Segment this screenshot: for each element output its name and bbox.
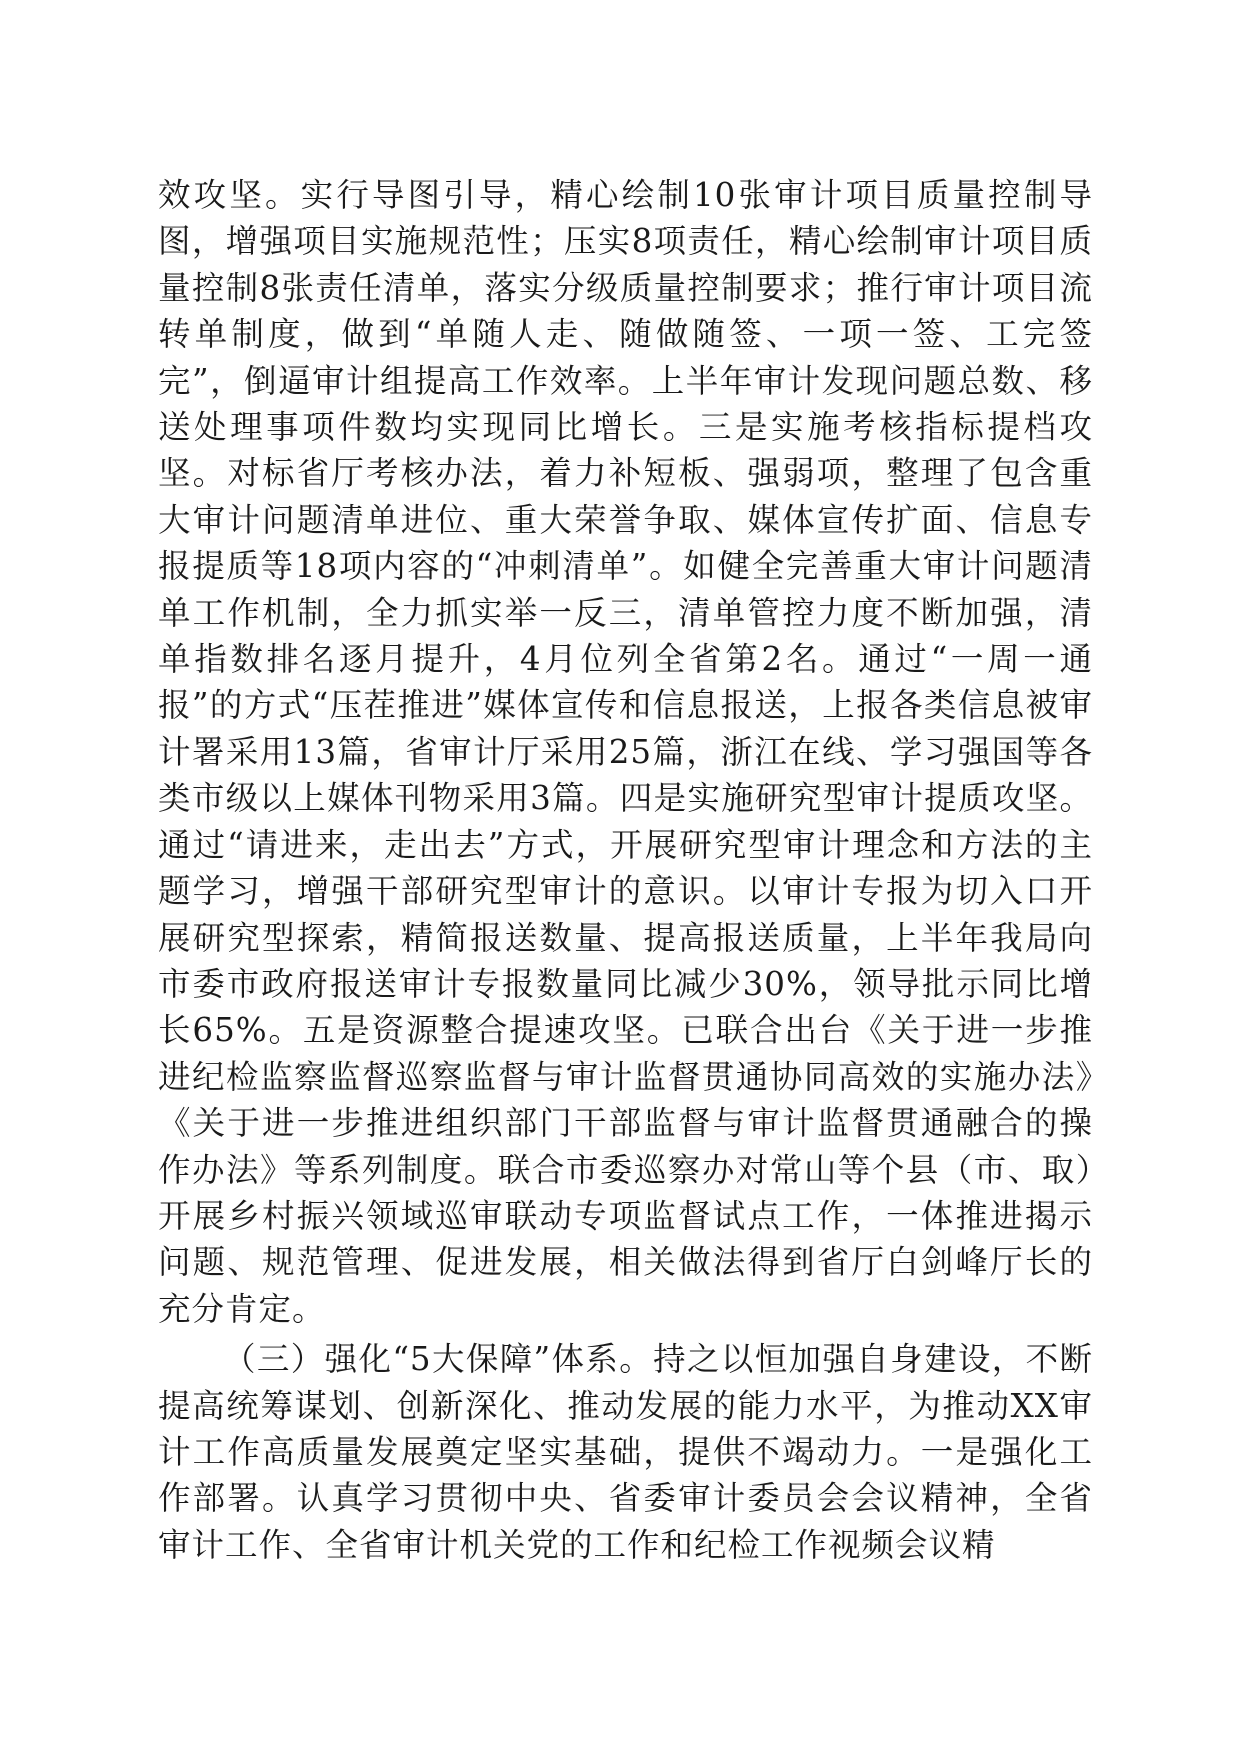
paragraph-section-three: （三）强化“5大保障”体系。持之以恒加强自身建设，不断提高统筹谋划、创新深化、推动发展的能力水平，为推动XX审计工作高质量发展奠定坚实基础，提供不竭动力。一是强化工作部署。认真学习贯彻中央、省委审计委员会会议精神，全省审计工作、全省审计机关党的工作和纪检工作视频会议精 bbox=[158, 1340, 1093, 1564]
paragraph-continuation: 效攻坚。实行导图引导，精心绘制10张审计项目质量控制导图，增强项目实施规范性；压实8项责任，精心绘制审计项目质量控制8张责任清单，落实分级质量控制要求；推行审计项目流转单制度，做到“单随人走、随做随签、一项一签、工完签完”，倒逼审计组提高工作效率。上半年审计发现问题总数、移送处理事项件数均实现同比增长。三是实施考核指标提档攻坚。对标省厅考核办法，着力补短板、强弱项，整理了包含重大审计问题清单进位、重大荣誉争取、媒体宣传扩面、信息专报提质等18项内容的“冲刺清单”。如健全完善重大审计问题清单工作机制，全力抓实举一反三，清单管控力度不断加强，清单指数排名逐月提升，4月位列全省第2名。通过“一周一通报”的方式“压茬推进”媒体宣传和信息报送，上报各类信息被审计署采用13篇，省审计厅采用25篇，浙江在线、学习强国等各类市级以上媒体刊物采用3篇。四是实施研究型审计提质攻坚。通过“请进来，走出去”方式，开展研究型审计理念和方法的主题学习，增强干部研究型审计的意识。以审计专报为切入口开展研究型探索，精简报送数量、提高报送质量，上半年我局向市委市政府报送审计专报数量同比减少30%，领导批示同比增长65%。五是资源整合提速攻坚。已联合出台《关于进一步推进纪检监察监督巡察监督与审计监督贯通协同高效的实施办法》《关于进一步推进组织部门干部监督与审计监督贯通融合的操作办法》等系列制度。联合市委巡察办对常山等个县（市、取）开展乡村振兴领域巡审联动专项监督试点工作，一体推进揭示问题、规范管理、促进发展，相关做法得到省厅白剑峰厅长的充分肯定。 bbox=[158, 176, 1093, 1328]
document-body bbox=[158, 172, 1093, 1568]
